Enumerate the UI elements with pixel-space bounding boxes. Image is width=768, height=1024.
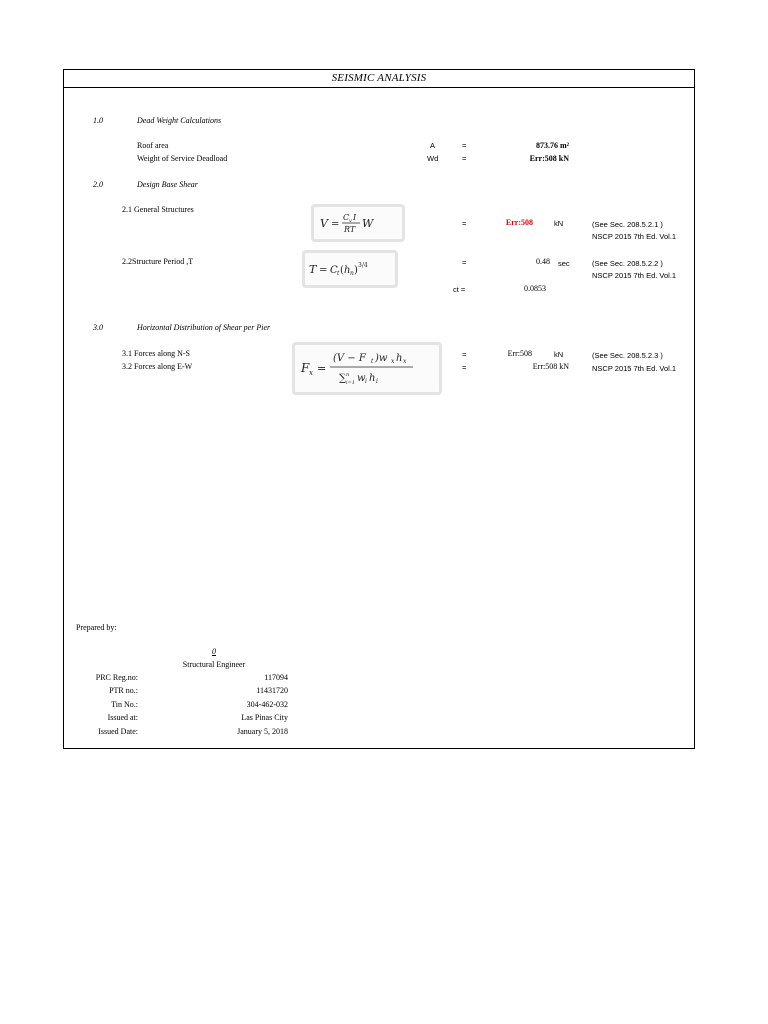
prc-reg-value: 117094 — [264, 673, 288, 682]
svg-text:I: I — [353, 213, 357, 222]
ptr-no-value: 11431720 — [256, 686, 288, 695]
forces-ew-code: NSCP 2015 7th Ed. Vol.1 — [592, 364, 677, 373]
forces-ew-value: Err:508 kN — [532, 362, 569, 371]
base-shear-unit: kN — [554, 219, 564, 228]
forces-ew-equals: = — [462, 363, 467, 372]
svg-text:=: = — [319, 265, 328, 276]
section-3-number: 3.0 — [93, 323, 103, 332]
page-title: SEISMIC ANALYSIS — [331, 72, 427, 84]
base-shear-formula-image — [314, 207, 402, 239]
svg-text:x: x — [309, 369, 313, 377]
period-value: 0.48 — [536, 257, 550, 266]
ptr-no-label: PTR no.: — [109, 686, 138, 695]
base-shear-ref: (See Sec. 208.5.2.1 ) — [592, 220, 663, 229]
forces-ew-label: 3.2 Forces along E-W — [122, 362, 193, 371]
section-1-number: 1.0 — [93, 116, 103, 125]
forces-ns-equals: = — [462, 350, 467, 359]
deadload-value: Err:508 kN — [529, 154, 569, 163]
section-3-title: Horizontal Distribution of Shear per Pier — [137, 323, 271, 332]
svg-text:3/4: 3/4 — [358, 262, 368, 269]
svg-text:v: v — [349, 218, 352, 224]
tin-no-label: Tin No.: — [111, 700, 138, 709]
svg-text:C: C — [343, 213, 350, 222]
seismic-analysis-sheet — [63, 69, 695, 749]
deadload-equals: = — [462, 154, 467, 163]
base-shear-code: NSCP 2015 7th Ed. Vol.1 — [592, 232, 677, 241]
svg-text:(: ( — [340, 265, 344, 276]
period-formula-image — [305, 253, 395, 285]
structure-period-label: 2.2Structure Period ,T — [122, 257, 194, 266]
forces-ns-unit: kN — [554, 350, 564, 359]
svg-text:=: = — [331, 219, 340, 230]
roof-area-equals: = — [462, 141, 467, 150]
svg-text:n: n — [346, 372, 350, 378]
issued-at-value: Las Pinas City — [241, 713, 288, 722]
svg-text:t: t — [337, 270, 340, 277]
period-code: NSCP 2015 7th Ed. Vol.1 — [592, 271, 677, 280]
svg-text:F: F — [301, 361, 310, 375]
ct-value: 0.0853 — [524, 284, 546, 293]
svg-text:i: i — [365, 378, 367, 385]
base-shear-formula — [311, 204, 405, 242]
base-shear-value: Err:508 — [505, 218, 533, 227]
prc-reg-label: PRC Reg.no: — [95, 673, 138, 682]
svg-text:∑: ∑ — [339, 373, 347, 384]
roof-area-symbol: A — [430, 141, 436, 150]
forces-ns-label: 3.1 Forces along N-S — [122, 349, 190, 358]
tin-no-value: 304-462-032 — [246, 700, 288, 709]
section-2-title: Design Base Shear — [137, 180, 198, 189]
svg-text:t: t — [371, 358, 374, 365]
svg-text:W: W — [362, 217, 374, 230]
general-structures-label: 2.1 General Structures — [122, 205, 194, 214]
period-unit: sec — [558, 259, 570, 268]
deadload-label: Weight of Service Deadload — [137, 154, 228, 163]
svg-text:C: C — [330, 265, 338, 276]
svg-text:i=1: i=1 — [346, 380, 355, 386]
svg-text:=: = — [317, 362, 327, 375]
force-distribution-formula — [292, 342, 442, 395]
svg-text:h: h — [396, 353, 403, 364]
roof-area-value: 873.76 m² — [535, 141, 569, 150]
engineer-role: Structural Engineer — [182, 660, 246, 669]
section-2-number: 2.0 — [93, 180, 103, 189]
engineer-name: 0 — [212, 647, 216, 656]
svg-text:T: T — [309, 263, 317, 276]
roof-area-label: Roof area — [137, 141, 169, 150]
svg-text:w: w — [357, 373, 366, 384]
svg-text:n: n — [350, 270, 354, 277]
issued-at-label: Issued at: — [107, 713, 138, 722]
svg-text:)w: )w — [375, 353, 388, 364]
base-shear-equals: = — [462, 219, 467, 228]
ct-label: ct = — [453, 285, 466, 294]
prepared-by-label: Prepared by: — [76, 623, 117, 632]
svg-text:): ) — [354, 265, 358, 276]
period-ref: (See Sec. 208.5.2.2 ) — [592, 259, 663, 268]
deadload-symbol: Wd — [427, 154, 439, 163]
svg-text:(V − F: (V − F — [333, 353, 366, 364]
svg-text:h: h — [344, 265, 351, 276]
forces-ns-value: Err:508 — [507, 349, 532, 358]
issued-date-value: January 5, 2018 — [237, 727, 288, 736]
forces-ns-ref: (See Sec. 208.5.2.3 ) — [592, 351, 663, 360]
svg-text:x: x — [403, 358, 407, 365]
period-formula — [302, 250, 398, 288]
section-1-title: Dead Weight Calculations — [137, 116, 222, 125]
svg-text:x: x — [391, 358, 395, 365]
svg-text:i: i — [376, 378, 378, 385]
force-distribution-formula-image — [295, 345, 439, 392]
issued-date-label: Issued Date: — [98, 727, 138, 736]
period-equals: = — [462, 258, 467, 267]
svg-text:h: h — [369, 373, 376, 384]
title-bar — [64, 70, 694, 88]
svg-text:RT: RT — [344, 225, 356, 234]
svg-text:V: V — [320, 217, 328, 230]
